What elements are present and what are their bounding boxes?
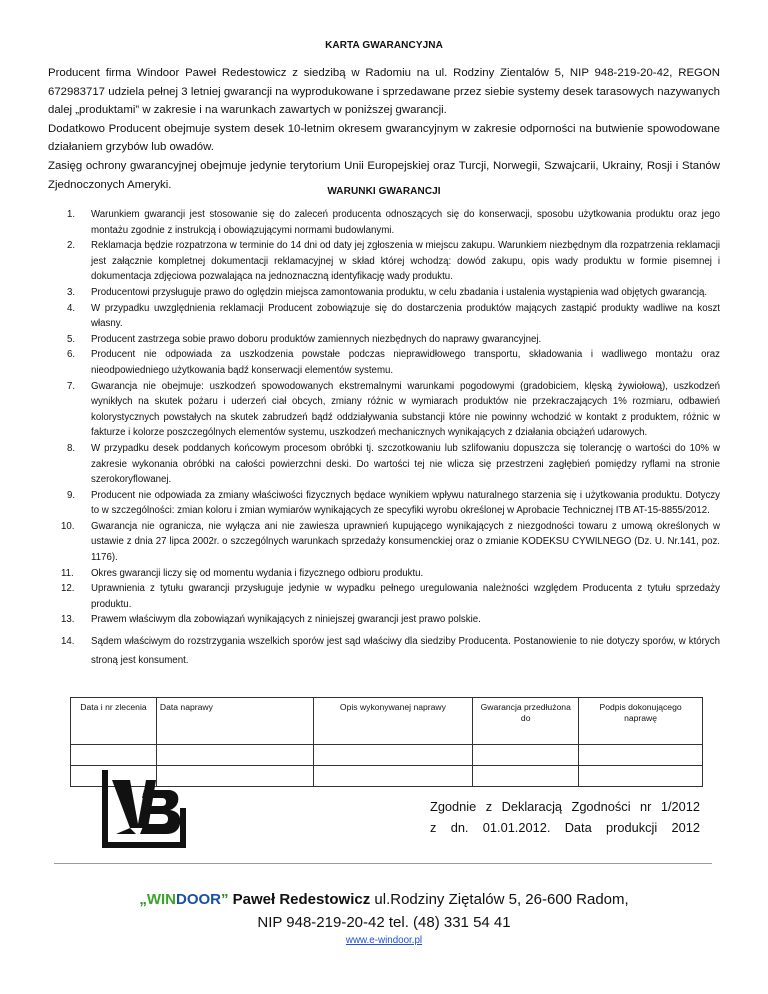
conditions-list (48, 207, 720, 670)
header-repair-date: Data naprawy (156, 698, 313, 745)
page-title: KARTA GWARANCYJNA (325, 40, 443, 51)
owner-name: Paweł Redestowicz (232, 891, 371, 908)
declaration-line-2: z dn. 01.01.2012. Data produkcji 2012 (430, 820, 700, 835)
footer-company-line (0, 888, 768, 912)
table-cell[interactable] (71, 745, 157, 766)
condition-item: 10. Gwarancja nie ogranicza, nie wyłącza ani nie zawiesza uprawnień kupującego wynikających z niezgodności towaru z umową określonych w ustawie z dnia 27 lipca 2002r. o szczególnych warunkach sprzedaży konsumenckiej oraz o zmianie KODEKSU CYWILNEGO (Dz. U. Nr.141, poz. 1176). (61, 520, 720, 564)
intro-section (48, 64, 720, 194)
table-cell[interactable] (313, 745, 473, 766)
intro-paragraph-warranty: Producent firma Windoor Paweł Redestowicz z siedzibą w Radomiu na ul. Rodziny Zientalów 5, NIP 948-219-20-42, REGON 672983717 udziela pełnej 3 letniej gwarancji na wyprodukowane i sprzedawane przez siebie systemy desek tarasowych nazywanych dalej „produktami” w zakresie i na warunkach zawartych w poniższej gwarancji. (48, 67, 720, 117)
condition-item: 2. Reklamacja będzie rozpatrzona w terminie do 14 dni od daty jej zgłoszenia w miejscu zakupu. Warunkiem niezbędnym dla rozpatrzenia reklamacji jest załącznie kompletnej dokumentacji reklamacyjnej w skład której wchodzą: dowód zakupu, opis wady produktu w formie pisemnej i dokumentacja zdjęciowa pozwalająca na jednoznaczną identyfikację wady produktu. (67, 240, 720, 283)
table-cell[interactable] (579, 745, 703, 766)
header-signature: Podpis dokonującego naprawę (579, 698, 703, 745)
table-row (71, 745, 703, 766)
table-cell[interactable] (579, 766, 703, 787)
header-order-date: Data i nr zlecenia (71, 698, 157, 745)
intro-paragraph-rot-resistance: Dodatkowo Producent obejmuje system desek 10-letnim okresem gwarancyjnym w zakresie odporności na butwienie spowodowane działaniem grzybów lub owadów. (48, 122, 720, 154)
header-repair-description: Opis wykonywanej naprawy (313, 698, 473, 745)
condition-item: 9. Producent nie odpowiada za zmiany właściwości fizycznych będace wynikiem wpływu naturalnego starzenia się i użytkowania produktu. Dotyczy to w szczególności: zmian koloru i zmian wymiarów wynikających ze specyfiki wyrobu określonej w Aprobacie Technicznej ITB AT-15-8855/2012. (67, 489, 720, 517)
table-header-row (71, 698, 703, 745)
condition-item: 12. Uprawnienia z tytułu gwarancji przysługuje jedynie w wypadku pełnego uregulowania należności względem Producenta z tytułu sprzedaży produktu. (61, 583, 720, 610)
table-cell[interactable] (156, 745, 313, 766)
footer-contact-line: NIP 948-219-20-42 tel. (48) 331 54 41 (257, 914, 511, 931)
condition-item: 6. Producent nie odpowiada za uszkodzenia powstałe podczas nieprawidłowego transportu, składowania i wadliwego montażu oraz nieodpowiedniego użytkowania bądź konserwacji elementów systemu. (67, 349, 720, 376)
conditions-heading: WARUNKI GWARANCJI (327, 186, 441, 197)
header-warranty-extended: Gwarancja przedłużona do (473, 698, 579, 745)
intro-paragraph-territory: Zasięg ochrony gwarancyjnej obejmuje jedynie terytorium Unii Europejskiej oraz Turcji, Norwegii, Szwajcarii, Ukrainy, Rosji i Stanów Zjednoczonych Ameryki. (48, 159, 720, 191)
company-address: ul.Rodziny Ziętalów 5, 26-600 Radom, (374, 891, 629, 908)
declaration-text (430, 796, 700, 838)
condition-item: 13. Prawem właściwym dla zobowiązań wynikających z niniejszej gwarancji jest prawo polskie. (61, 614, 481, 626)
brand-name: „WINDOOR” (139, 891, 229, 908)
condition-item: 8. W przypadku desek poddanych końcowym procesom obróbki tj. szczotkowaniu lub szlifowaniu dopuszcza się tolerancję o wartości do 10% w zakresie wykonania obróbki na całości powierzchni deski. Do wartości tej nie wlicza się przestrzeni zagłębień pomiędzy ryflami na stronie szerokoryflowanej. (67, 442, 720, 486)
condition-item: 3. Producentowi przysługuje prawo do oględzin miejsca zamontowania produktu, w celu zbadania i ustalenia wystąpienia wad objętych gwarancją. (67, 286, 708, 298)
footer-divider (54, 863, 712, 864)
table-cell[interactable] (473, 745, 579, 766)
website-link[interactable]: www.e-windoor.pl (345, 935, 423, 946)
condition-item: 4. W przypadku uwzględnienia reklamacji Producent zobowiązuje się do dostarczenia produktów mających zastąpić produkty wadliwe na koszt własny. (67, 302, 720, 330)
website-wrapper (0, 935, 768, 946)
table-cell[interactable] (313, 766, 473, 787)
condition-item: 7. Gwarancja nie obejmuje: uszkodzeń spowodowanych ekstremalnymi warunkami pogodowymi (gradobiciem, klęską żywiołową), uszkodzeń wynikłych na skutek pożaru i uderzeń ciał obcych, zmiany różnic w wymiarach produktów nie przekraczających 1% rozmiaru, odbawień kolorystycznych powstałych na skutek zabrudzeń bądź oddziaływania substancji które nie powinny wchodzić w kontakt z produktem, różnic w fakturze i kolorze poszczególnych elementów systemu, uszkodzeń mechanicznych wynikających z działania obciążeń udarowych. (67, 380, 720, 439)
declaration-line-1: Zgodnie z Deklaracją Zgodności nr 1/2012 (430, 799, 700, 814)
windoor-wb-logo-icon (100, 768, 188, 850)
condition-item: 5. Producent zastrzega sobie prawo doboru produktów zamiennych niezbędnych do naprawy gwarancyjnej. (67, 333, 542, 345)
table-cell[interactable] (473, 766, 579, 787)
condition-item: 11. Okres gwarancji liczy się od momentu wydania i fizycznego odbioru produktu. (61, 567, 424, 579)
condition-item: 1. Warunkiem gwarancji jest stosowanie się do zaleceń producenta odnoszących się do konserwacji, sposobu użytkowania produktu oraz jego montażu zgodnie z instrukcją i obowiązującymi normami budowlanymi. (67, 209, 720, 236)
condition-item: 14. Sądem właściwym do rozstrzygania wszelkich sporów jest sąd właściwy dla siedziby Producenta. Postanowienie to nie dotyczy sporów, w których stroną jest konsument. (61, 636, 720, 667)
